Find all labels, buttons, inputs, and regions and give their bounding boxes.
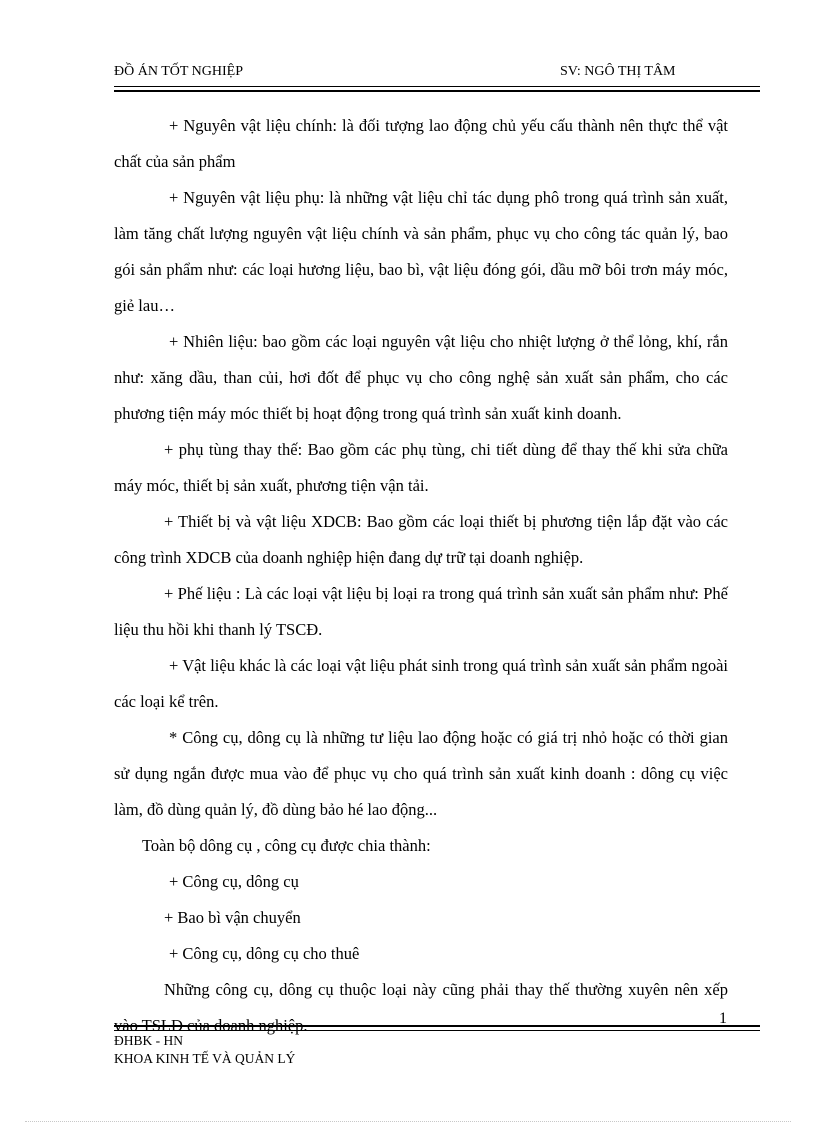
header-author: SV: NGÔ THỊ TÂM xyxy=(560,64,676,79)
page-footer xyxy=(114,1032,295,1068)
footer-university: ĐHBK - HN xyxy=(114,1033,183,1048)
list-item-packaging: + Bao bì vận chuyển xyxy=(164,908,301,927)
page-header xyxy=(114,64,730,84)
paragraph-fuel: + Nhiên liệu: bao gồm các loại nguyên vật liệu cho nhiệt lượng ở thể lỏng, khí, rắn như: xăng dầu, than củi, hơi đốt để phục vụ cho công nghệ sản xuất sản phẩm, cho các phương tiện máy móc thiết bị hoạt động trong quá trình sản xuất kinh doanh. xyxy=(114,332,728,423)
paragraph-tools-classification: Toàn bộ dông cụ , công cụ được chia thành: xyxy=(142,836,431,855)
paragraph-xdcb-equipment: + Thiết bị và vật liệu XDCB: Bao gồm các loại thiết bị phương tiện lắp đặt vào các công trình XDCB của doanh nghiệp hiện đang dự trữ tại doanh nghiệp. xyxy=(114,512,728,567)
list-item-tools: + Công cụ, dông cụ xyxy=(169,872,299,891)
footer-rule-thick xyxy=(114,1025,760,1027)
footer-rule-thin xyxy=(114,1030,760,1031)
paragraph-conclusion: Những công cụ, dông cụ thuộc loại này cũng phải thay thế thường xuyên nên xếp vào TSLĐ của doanh nghiệp. xyxy=(114,980,728,1035)
page-number: 1 xyxy=(719,1010,727,1027)
paragraph-tools: * Công cụ, dông cụ là những tư liệu lao động hoặc có giá trị nhỏ hoặc có thời gian sử dụng ngắn được mua vào để phục vụ cho quá trình sản xuất kinh doanh : dông cụ việc làm, đồ dùng quản lý, đồ dùng bảo hé lao động... xyxy=(114,728,728,819)
page-bottom-dotted-border xyxy=(25,1121,791,1122)
paragraph-spare-parts: + phụ tùng thay thế: Bao gồm các phụ tùng, chi tiết dùng để thay thế khi sửa chữa máy móc, thiết bị sản xuất, phương tiện vận tải. xyxy=(114,440,728,495)
paragraph-scrap: + Phế liệu : Là các loại vật liệu bị loại ra trong quá trình sản xuất sản phẩm như: Phế liệu thu hồi khi thanh lý TSCĐ. xyxy=(114,584,728,639)
header-rule-thin xyxy=(114,86,760,87)
list-item-rental-tools: + Công cụ, dông cụ cho thuê xyxy=(169,944,360,963)
paragraph-auxiliary-materials: + Nguyên vật liệu phụ: là những vật liệu chỉ tác dụng phô trong quá trình sản xuất, làm tăng chất lượng nguyên vật liệu chính và sản phẩm, phục vụ cho công tác quản lý, bao gói sản phẩm như: các loại hương liệu, bao bì, vật liệu đóng gói, dầu mỡ bôi trơn máy móc, giẻ lau… xyxy=(114,188,728,315)
header-rule-thick xyxy=(114,90,760,92)
paragraph-main-materials: + Nguyên vật liệu chính: là đối tượng lao động chủ yếu cấu thành nên thực thể vật chất của sản phẩm xyxy=(114,116,728,171)
header-title: ĐỒ ÁN TỐT NGHIỆP xyxy=(114,64,243,79)
document-body xyxy=(114,108,728,1044)
footer-faculty: KHOA KINH TẾ VÀ QUẢN LÝ xyxy=(114,1051,296,1066)
paragraph-other-materials: + Vật liệu khác là các loại vật liệu phát sinh trong quá trình sản xuất sản phẩm ngoài các loại kể trên. xyxy=(114,656,728,711)
